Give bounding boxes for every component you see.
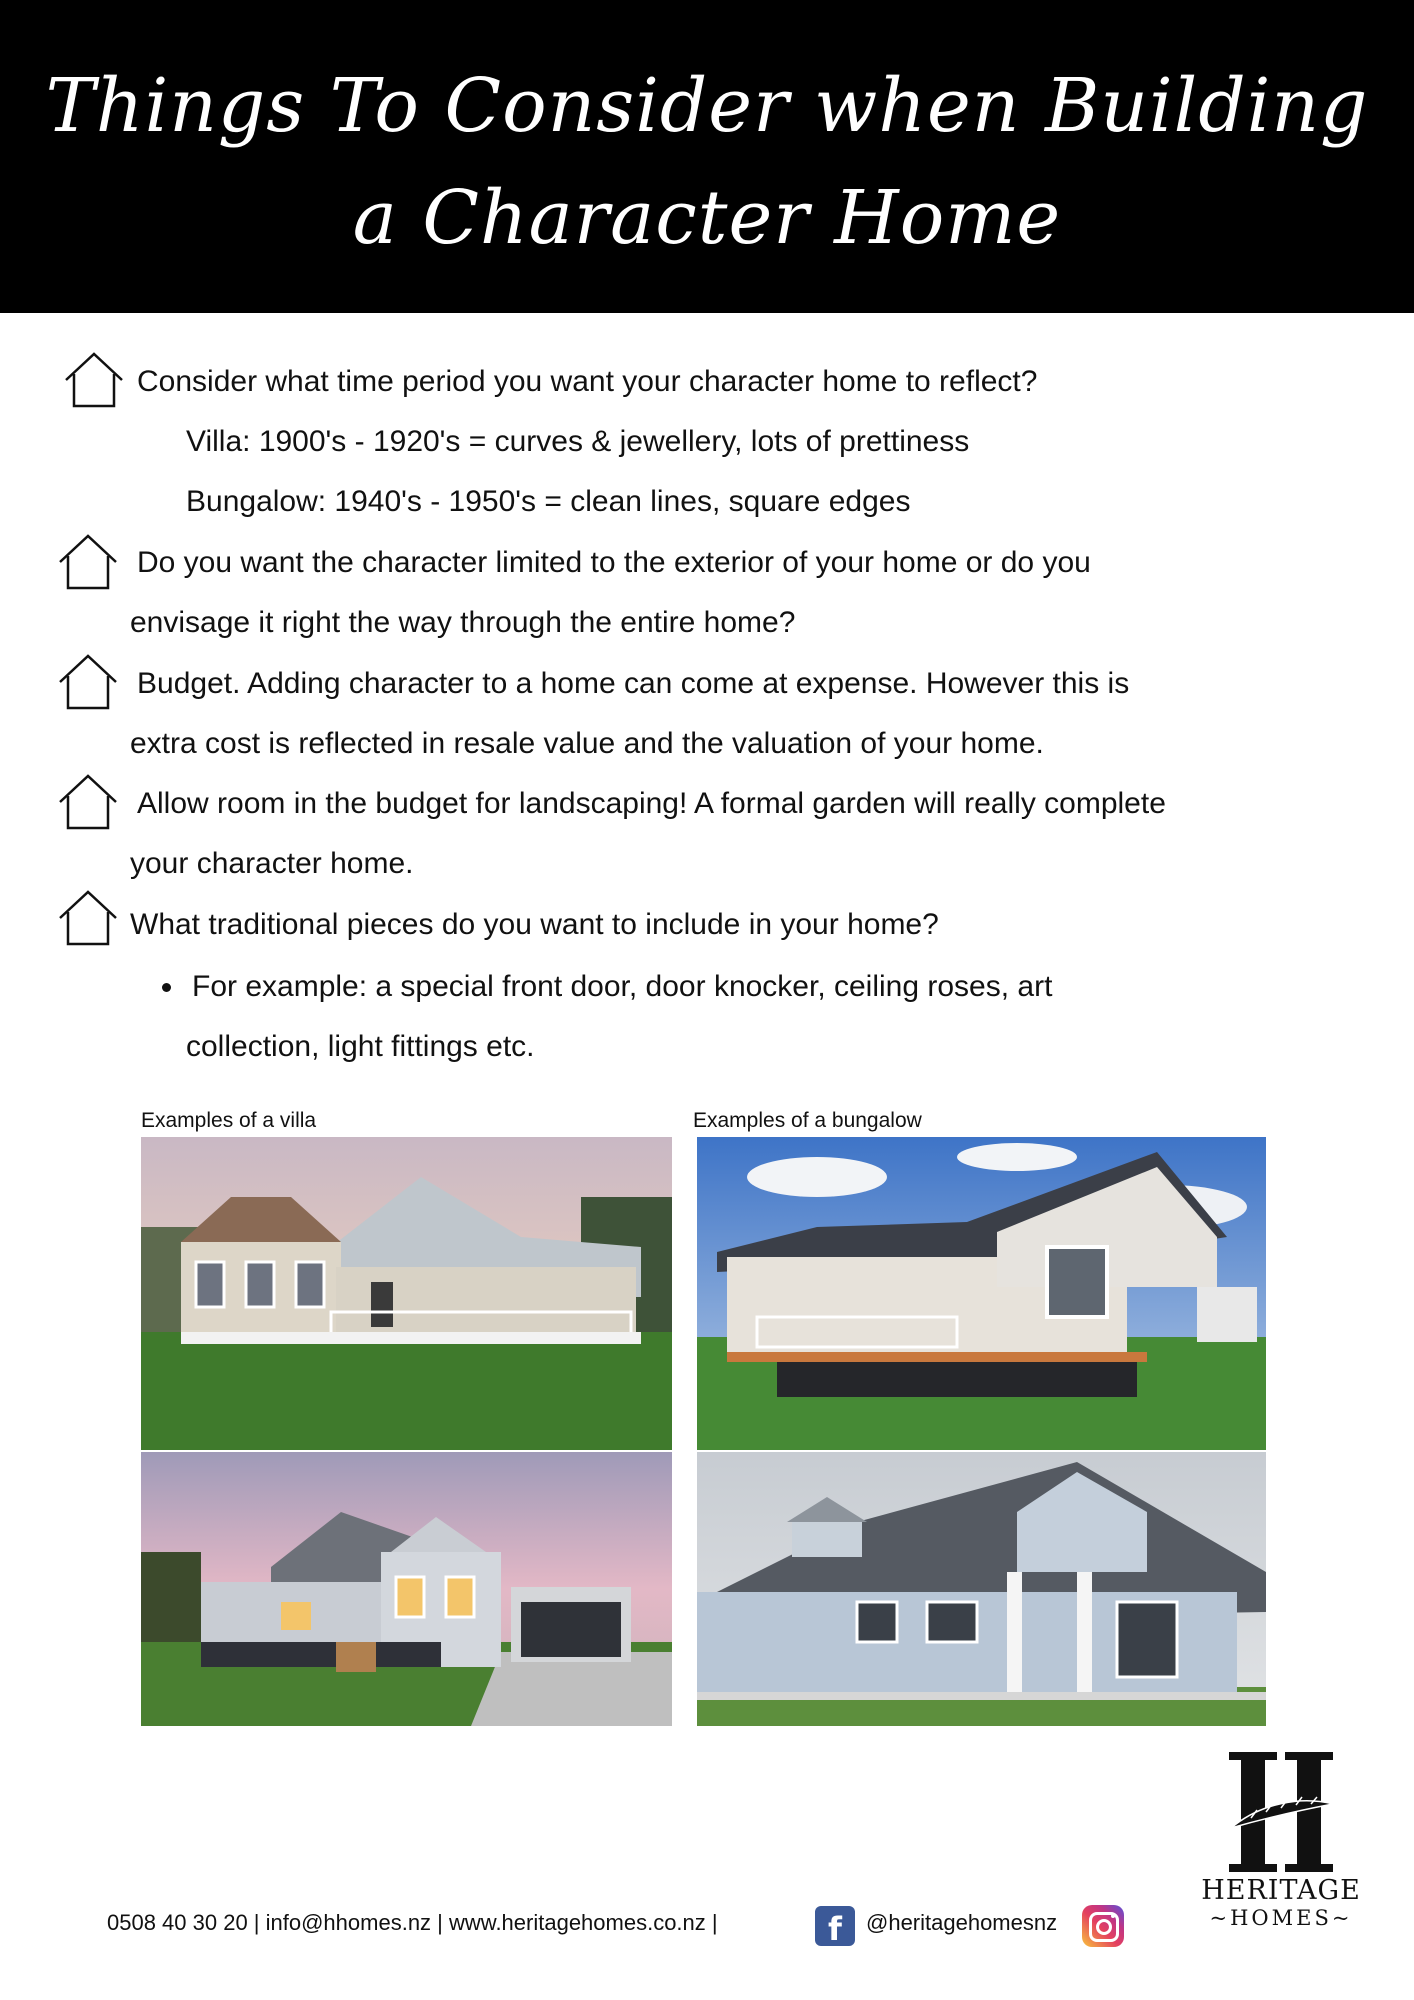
house-icon	[56, 888, 120, 948]
villa-photo	[141, 1452, 672, 1726]
house-icon	[62, 350, 126, 410]
social-handle[interactable]: @heritagehomesnz	[866, 1910, 1058, 1935]
bungalow-photo	[697, 1452, 1266, 1726]
logo-tagline: ~HOMES~	[1209, 1906, 1353, 1930]
heritage-h-fern-logo	[1221, 1748, 1341, 1876]
bullet-dot	[162, 983, 171, 992]
contact-details: 0508 40 30 20 | info@hhomes.nz | www.heritagehomes.co.nz |	[107, 1910, 718, 1935]
checklist-item-traditional: What traditional pieces do you want to include in your home?	[130, 908, 939, 941]
page-title: Things To Consider when Building a Character Home	[45, 63, 1369, 261]
checklist-item-budget: Budget. Adding character to a home can come at expense. However this is	[137, 667, 1130, 700]
title-banner	[0, 0, 1414, 313]
bungalow-photo	[697, 1137, 1266, 1450]
checklist-item-extent-cont: envisage it right the way through the entire home?	[130, 606, 796, 639]
villa-description: Villa: 1900's - 1920's = curves & jewellery, lots of prettiness	[186, 425, 970, 458]
bungalow-description: Bungalow: 1940's - 1950's = clean lines, square edges	[186, 485, 911, 518]
checklist-item-landscaping-cont: your character home.	[130, 847, 414, 880]
checklist-item-landscaping: Allow room in the budget for landscaping! A formal garden will really complete	[137, 787, 1166, 820]
house-icon	[56, 532, 120, 592]
checklist-item-extent: Do you want the character limited to the exterior of your home or do you	[137, 546, 1091, 579]
bungalow-caption: Examples of a bungalow	[693, 1109, 922, 1132]
villa-photo	[141, 1137, 672, 1450]
heritage-homes-logo	[1196, 1748, 1366, 1958]
house-icon	[56, 652, 120, 712]
logo-name: HERITAGE	[1201, 1875, 1361, 1906]
checklist-item-period: Consider what time period you want your character home to reflect?	[137, 365, 1038, 398]
examples-line-cont: collection, light fittings etc.	[186, 1030, 535, 1063]
facebook-icon[interactable]: f	[815, 1906, 855, 1946]
checklist-item-budget-cont: extra cost is reflected in resale value and the valuation of your home.	[130, 727, 1044, 760]
examples-line: For example: a special front door, door knocker, ceiling roses, art	[192, 970, 1053, 1003]
villa-caption: Examples of a villa	[141, 1109, 317, 1132]
instagram-icon[interactable]	[1082, 1905, 1124, 1947]
house-icon	[56, 772, 120, 832]
